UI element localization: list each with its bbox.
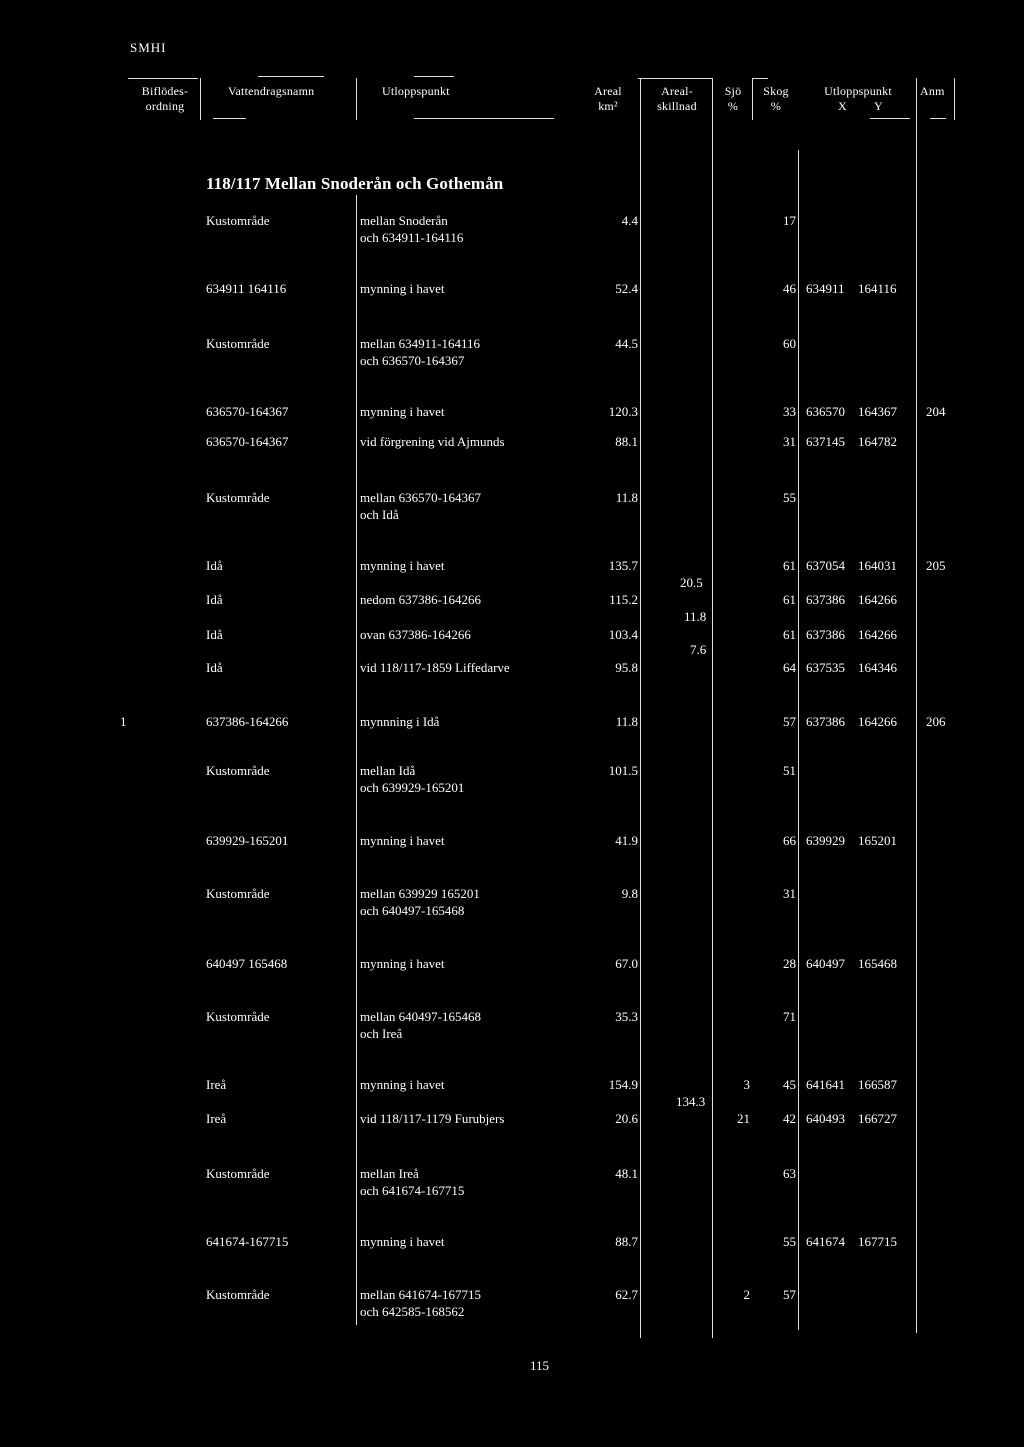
- row-outlet-2: och 641674-167715: [360, 1183, 465, 1198]
- row-skog: 61: [783, 627, 796, 642]
- row-area: 120.3: [608, 404, 638, 419]
- row-skog: 55: [783, 490, 796, 505]
- row-area: 52.4: [615, 281, 638, 296]
- row-y: 164031: [858, 558, 897, 573]
- row-name: Kustområde: [206, 886, 270, 901]
- row-y: 166587: [858, 1077, 897, 1092]
- row-area: 48.1: [615, 1166, 638, 1181]
- row-outlet-2: och 636570-164367: [360, 353, 465, 368]
- row-name: Ireå: [206, 1077, 227, 1092]
- row-name: Kustområde: [206, 1287, 270, 1302]
- row-name: Ireå: [206, 1111, 227, 1126]
- row-y: 164346: [858, 660, 897, 675]
- row-skog: 63: [783, 1166, 796, 1181]
- row-anm: 205: [926, 558, 946, 573]
- row-x: 641674: [806, 1234, 845, 1249]
- row-name: Kustområde: [206, 490, 270, 505]
- col-vattendragsnamn: Vattendragsnamn: [228, 84, 315, 98]
- row-outlet-2: och 639929-165201: [360, 780, 465, 795]
- row-skog: 31: [783, 434, 796, 449]
- row-outlet: mellan 640497-165468: [360, 1009, 481, 1024]
- row-name: Kustområde: [206, 336, 270, 351]
- row-x: 636570: [806, 404, 845, 419]
- row-x: 634911: [806, 281, 845, 296]
- col-anm: Anm: [920, 84, 945, 98]
- row-outlet: mynnning i Idå: [360, 714, 440, 729]
- row-outlet-2: och 634911-164116: [360, 230, 464, 245]
- row-skog: 55: [783, 1234, 796, 1249]
- row-x: 637535: [806, 660, 845, 675]
- row-name: 634911 164116: [206, 281, 287, 296]
- row-area: 101.5: [608, 763, 638, 778]
- row-name: 640497 165468: [206, 956, 288, 971]
- row-area: 9.8: [621, 886, 638, 901]
- row-name: Idå: [206, 627, 223, 642]
- row-skog: 17: [783, 213, 796, 228]
- row-area: 88.1: [615, 434, 638, 449]
- col-sjo: Sjö %: [724, 84, 742, 113]
- row-outlet: mynning i havet: [360, 833, 445, 848]
- row-name: Kustområde: [206, 763, 270, 778]
- row-anm: 206: [926, 714, 946, 729]
- row-area: 115.2: [609, 592, 638, 607]
- row-outlet: mellan Ireå: [360, 1166, 419, 1181]
- row-y: 164266: [858, 714, 897, 729]
- col-arealskillnad: Areal- skillnad: [657, 84, 697, 113]
- row-x: 637386: [806, 714, 845, 729]
- row-outlet: mynning i havet: [360, 558, 445, 573]
- row-sjo: 2: [743, 1287, 750, 1302]
- row-area: 88.7: [615, 1234, 638, 1249]
- row-area: 135.7: [608, 558, 638, 573]
- row-name: 636570-164367: [206, 404, 289, 419]
- row-skog: 61: [783, 592, 796, 607]
- col-utloppspunkt: Utloppspunkt: [382, 84, 450, 98]
- row-outlet: vid förgrening vid Ajmunds: [360, 434, 505, 449]
- row-outlet: mynning i havet: [360, 404, 445, 419]
- col-skog: Skog %: [763, 84, 789, 113]
- row-x: 640493: [806, 1111, 845, 1126]
- page-number: 115: [530, 1358, 550, 1373]
- row-outlet: nedom 637386-164266: [360, 592, 481, 607]
- row-skog: 42: [783, 1111, 796, 1126]
- area-difference: 7.6: [690, 642, 707, 657]
- row-skog: 61: [783, 558, 796, 573]
- row-outlet-2: och 640497-165468: [360, 903, 465, 918]
- row-outlet: mellan Idå: [360, 763, 416, 778]
- smhi-logo: SMHI: [130, 40, 167, 55]
- row-area: 44.5: [615, 336, 638, 351]
- row-y: 164266: [858, 627, 897, 642]
- row-outlet: mynning i havet: [360, 1077, 445, 1092]
- row-outlet: vid 118/117-1179 Furubjers: [360, 1111, 505, 1126]
- row-skog: 57: [783, 714, 796, 729]
- row-y: 164116: [858, 281, 897, 296]
- row-sjo: 3: [743, 1077, 750, 1092]
- row-outlet: mellan 641674-167715: [360, 1287, 481, 1302]
- row-name: Kustområde: [206, 1166, 270, 1181]
- row-order: 1: [120, 714, 127, 729]
- row-area: 20.6: [615, 1111, 638, 1126]
- row-x: 637054: [806, 558, 845, 573]
- row-skog: 66: [783, 833, 796, 848]
- row-area: 67.0: [615, 956, 638, 971]
- col-areal: Areal km²: [594, 84, 622, 113]
- row-name: 637386-164266: [206, 714, 289, 729]
- row-skog: 33: [783, 404, 796, 419]
- row-y: 165468: [858, 956, 897, 971]
- row-outlet: ovan 637386-164266: [360, 627, 471, 642]
- row-y: 164367: [858, 404, 897, 419]
- area-difference: 11.8: [684, 609, 707, 624]
- row-skog: 57: [783, 1287, 796, 1302]
- row-y: 167715: [858, 1234, 897, 1249]
- row-skog: 45: [783, 1077, 796, 1092]
- col-biflodesordning: Biflödes- ordning: [141, 84, 189, 113]
- row-x: 637386: [806, 627, 845, 642]
- row-y: 164782: [858, 434, 897, 449]
- row-area: 154.9: [608, 1077, 638, 1092]
- row-sjo: 21: [737, 1111, 750, 1126]
- row-x: 639929: [806, 833, 845, 848]
- row-skog: 51: [783, 763, 796, 778]
- row-area: 35.3: [615, 1009, 638, 1024]
- row-name: Idå: [206, 660, 223, 675]
- row-skog: 71: [783, 1009, 796, 1024]
- row-name: Idå: [206, 592, 223, 607]
- row-anm: 204: [926, 404, 946, 419]
- row-name: 641674-167715: [206, 1234, 289, 1249]
- area-difference: 134.3: [676, 1094, 706, 1109]
- row-area: 4.4: [621, 213, 638, 228]
- area-difference: 20.5: [680, 575, 703, 590]
- row-skog: 31: [783, 886, 796, 901]
- row-name: 639929-165201: [206, 833, 289, 848]
- row-y: 166727: [858, 1111, 897, 1126]
- row-outlet: vid 118/117-1859 Liffedarve: [360, 660, 510, 675]
- row-x: 641641: [806, 1077, 845, 1092]
- row-outlet: mellan 634911-164116: [360, 336, 480, 351]
- col-utloppspunkt-xy: Utloppspunkt X Y: [824, 84, 892, 113]
- row-area: 41.9: [615, 833, 638, 848]
- row-outlet: mellan 639929 165201: [360, 886, 480, 901]
- row-y: 164266: [858, 592, 897, 607]
- section-title: 118/117 Mellan Snoderån och Gothemån: [206, 174, 504, 193]
- row-outlet-2: och Idå: [360, 507, 399, 522]
- row-area: 62.7: [615, 1287, 638, 1302]
- row-name: Kustområde: [206, 213, 270, 228]
- row-name: Idå: [206, 558, 223, 573]
- row-name: Kustområde: [206, 1009, 270, 1024]
- row-skog: 46: [783, 281, 796, 296]
- row-area: 11.8: [615, 714, 638, 729]
- row-outlet-2: och Ireå: [360, 1026, 403, 1041]
- row-outlet: mynning i havet: [360, 1234, 445, 1249]
- row-skog: 28: [783, 956, 796, 971]
- row-outlet: mellan 636570-164367: [360, 490, 481, 505]
- row-x: 640497: [806, 956, 845, 971]
- row-outlet: mellan Snoderån: [360, 213, 448, 228]
- row-outlet: mynning i havet: [360, 956, 445, 971]
- row-outlet-2: och 642585-168562: [360, 1304, 465, 1319]
- row-area: 11.8: [615, 490, 638, 505]
- row-skog: 60: [783, 336, 796, 351]
- row-x: 637386: [806, 592, 845, 607]
- row-name: 636570-164367: [206, 434, 289, 449]
- row-x: 637145: [806, 434, 845, 449]
- row-outlet: mynning i havet: [360, 281, 445, 296]
- row-skog: 64: [783, 660, 796, 675]
- row-y: 165201: [858, 833, 897, 848]
- row-area: 95.8: [615, 660, 638, 675]
- row-area: 103.4: [608, 627, 638, 642]
